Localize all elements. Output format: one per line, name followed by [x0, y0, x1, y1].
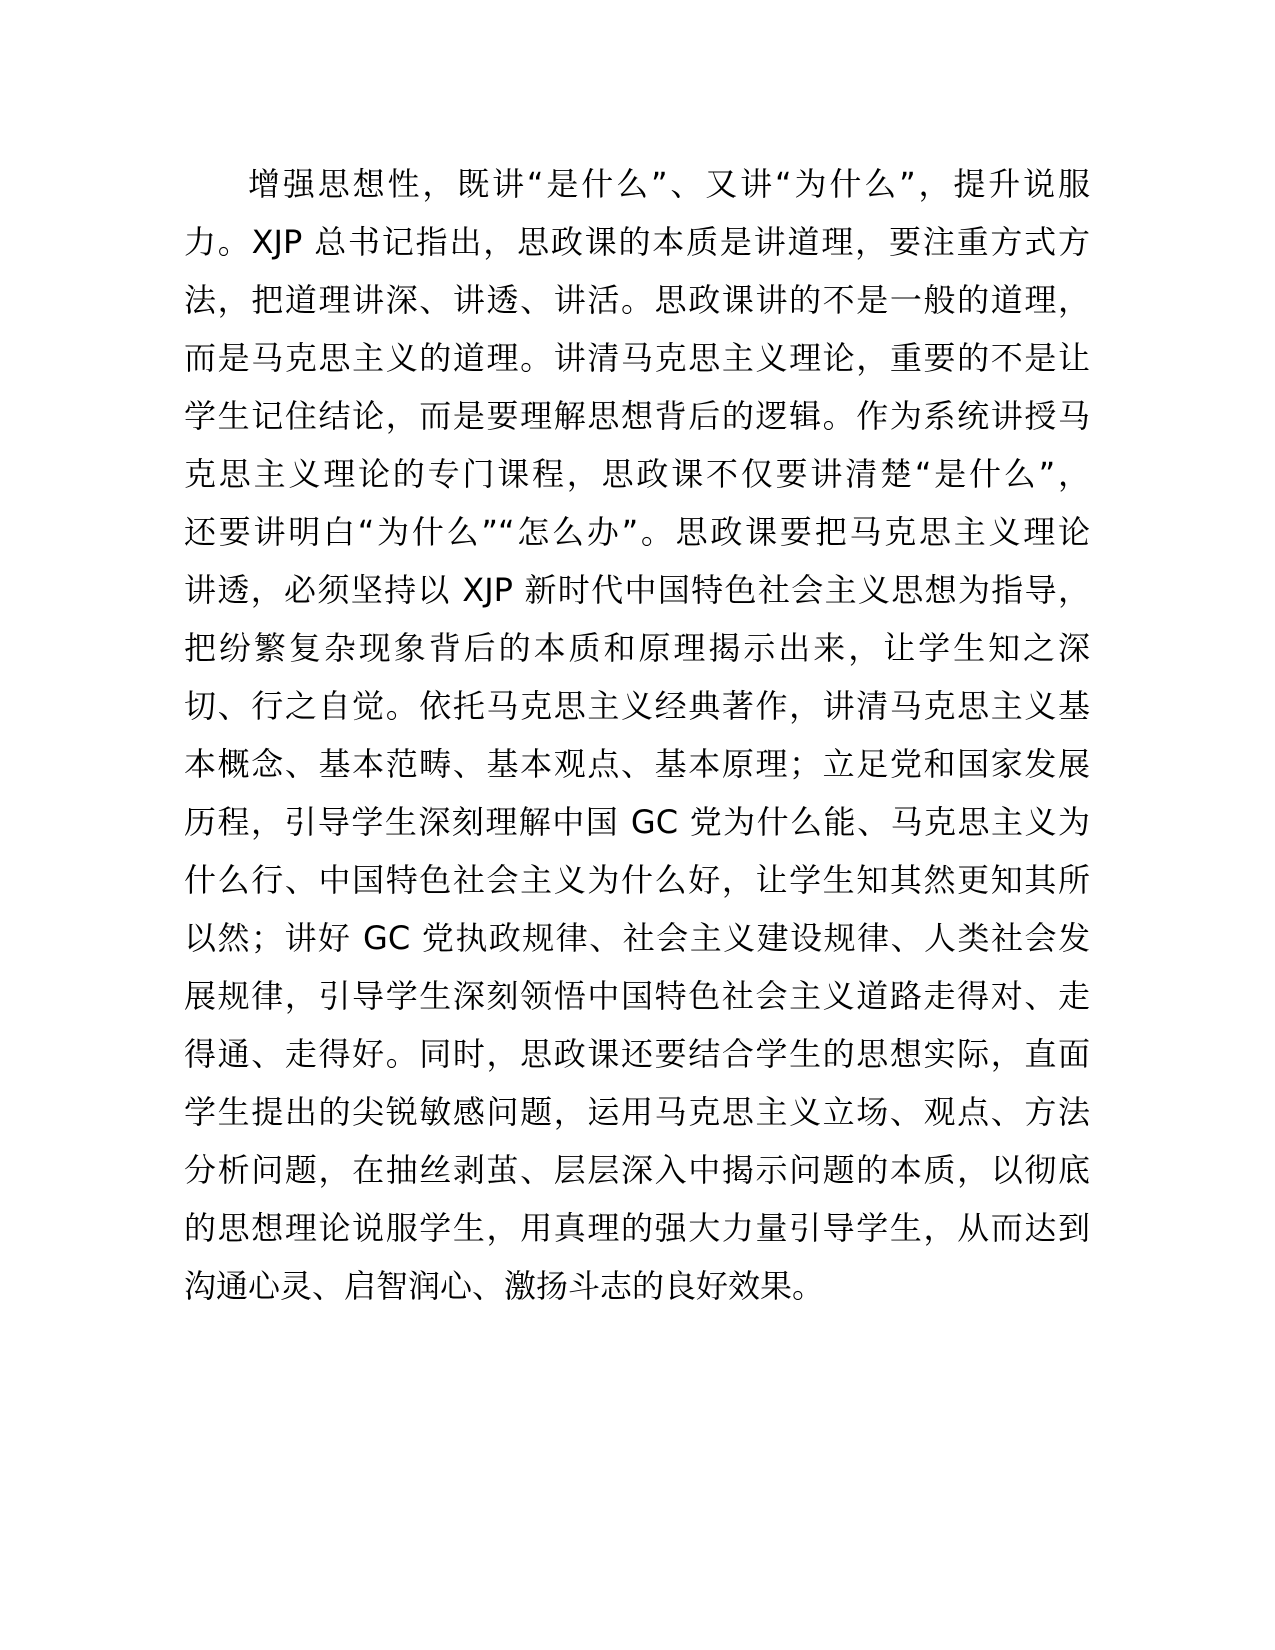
paragraph-line: 把纷繁复杂现象背后的本质和原理揭示出来，让学生知之深 — [184, 629, 1090, 667]
paragraph-line: 学生提出的尖锐敏感问题，运用马克思主义立场、观点、方法 — [184, 1093, 1090, 1131]
paragraph-line: 什么行、中国特色社会主义为什么好，让学生知其然更知其所 — [184, 861, 1090, 899]
paragraph-line: 以然；讲好 GC 党执政规律、社会主义建设规律、人类社会发 — [184, 919, 1090, 957]
paragraph-line: 历程，引导学生深刻理解中国 GC 党为什么能、马克思主义为 — [184, 803, 1090, 841]
paragraph-line: 法，把道理讲深、讲透、讲活。思政课讲的不是一般的道理， — [184, 281, 1090, 319]
paragraph-line: 切、行之自觉。依托马克思主义经典著作，讲清马克思主义基 — [184, 687, 1090, 725]
paragraph-line: 得通、走得好。同时，思政课还要结合学生的思想实际，直面 — [184, 1035, 1090, 1073]
paragraph-line: 讲透，必须坚持以 XJP 新时代中国特色社会主义思想为指导， — [184, 571, 1090, 609]
paragraph-line: 的思想理论说服学生，用真理的强大力量引导学生，从而达到 — [184, 1209, 1090, 1247]
paragraph-line: 力。XJP 总书记指出，思政课的本质是讲道理，要注重方式方 — [184, 223, 1090, 261]
paragraph-line: 而是马克思主义的道理。讲清马克思主义理论，重要的不是让 — [184, 339, 1090, 377]
paragraph-line: 学生记住结论，而是要理解思想背后的逻辑。作为系统讲授马 — [184, 397, 1090, 435]
paragraph-line: 分析问题，在抽丝剥茧、层层深入中揭示问题的本质，以彻底 — [184, 1151, 1090, 1189]
paragraph-line: 克思主义理论的专门课程，思政课不仅要讲清楚“是什么”， — [184, 455, 1090, 493]
paragraph — [184, 155, 1090, 1315]
paragraph-line: 展规律，引导学生深刻领悟中国特色社会主义道路走得对、走 — [184, 977, 1090, 1015]
paragraph-line: 还要讲明白“为什么”“怎么办”。思政课要把马克思主义理论 — [184, 513, 1090, 551]
paragraph-line: 沟通心灵、启智润心、激扬斗志的良好效果。 — [184, 1267, 825, 1305]
paragraph-line: 增强思想性，既讲“是什么”、又讲“为什么”，提升说服 — [248, 165, 1090, 203]
paragraph-line: 本概念、基本范畴、基本观点、基本原理；立足党和国家发展 — [184, 745, 1090, 783]
